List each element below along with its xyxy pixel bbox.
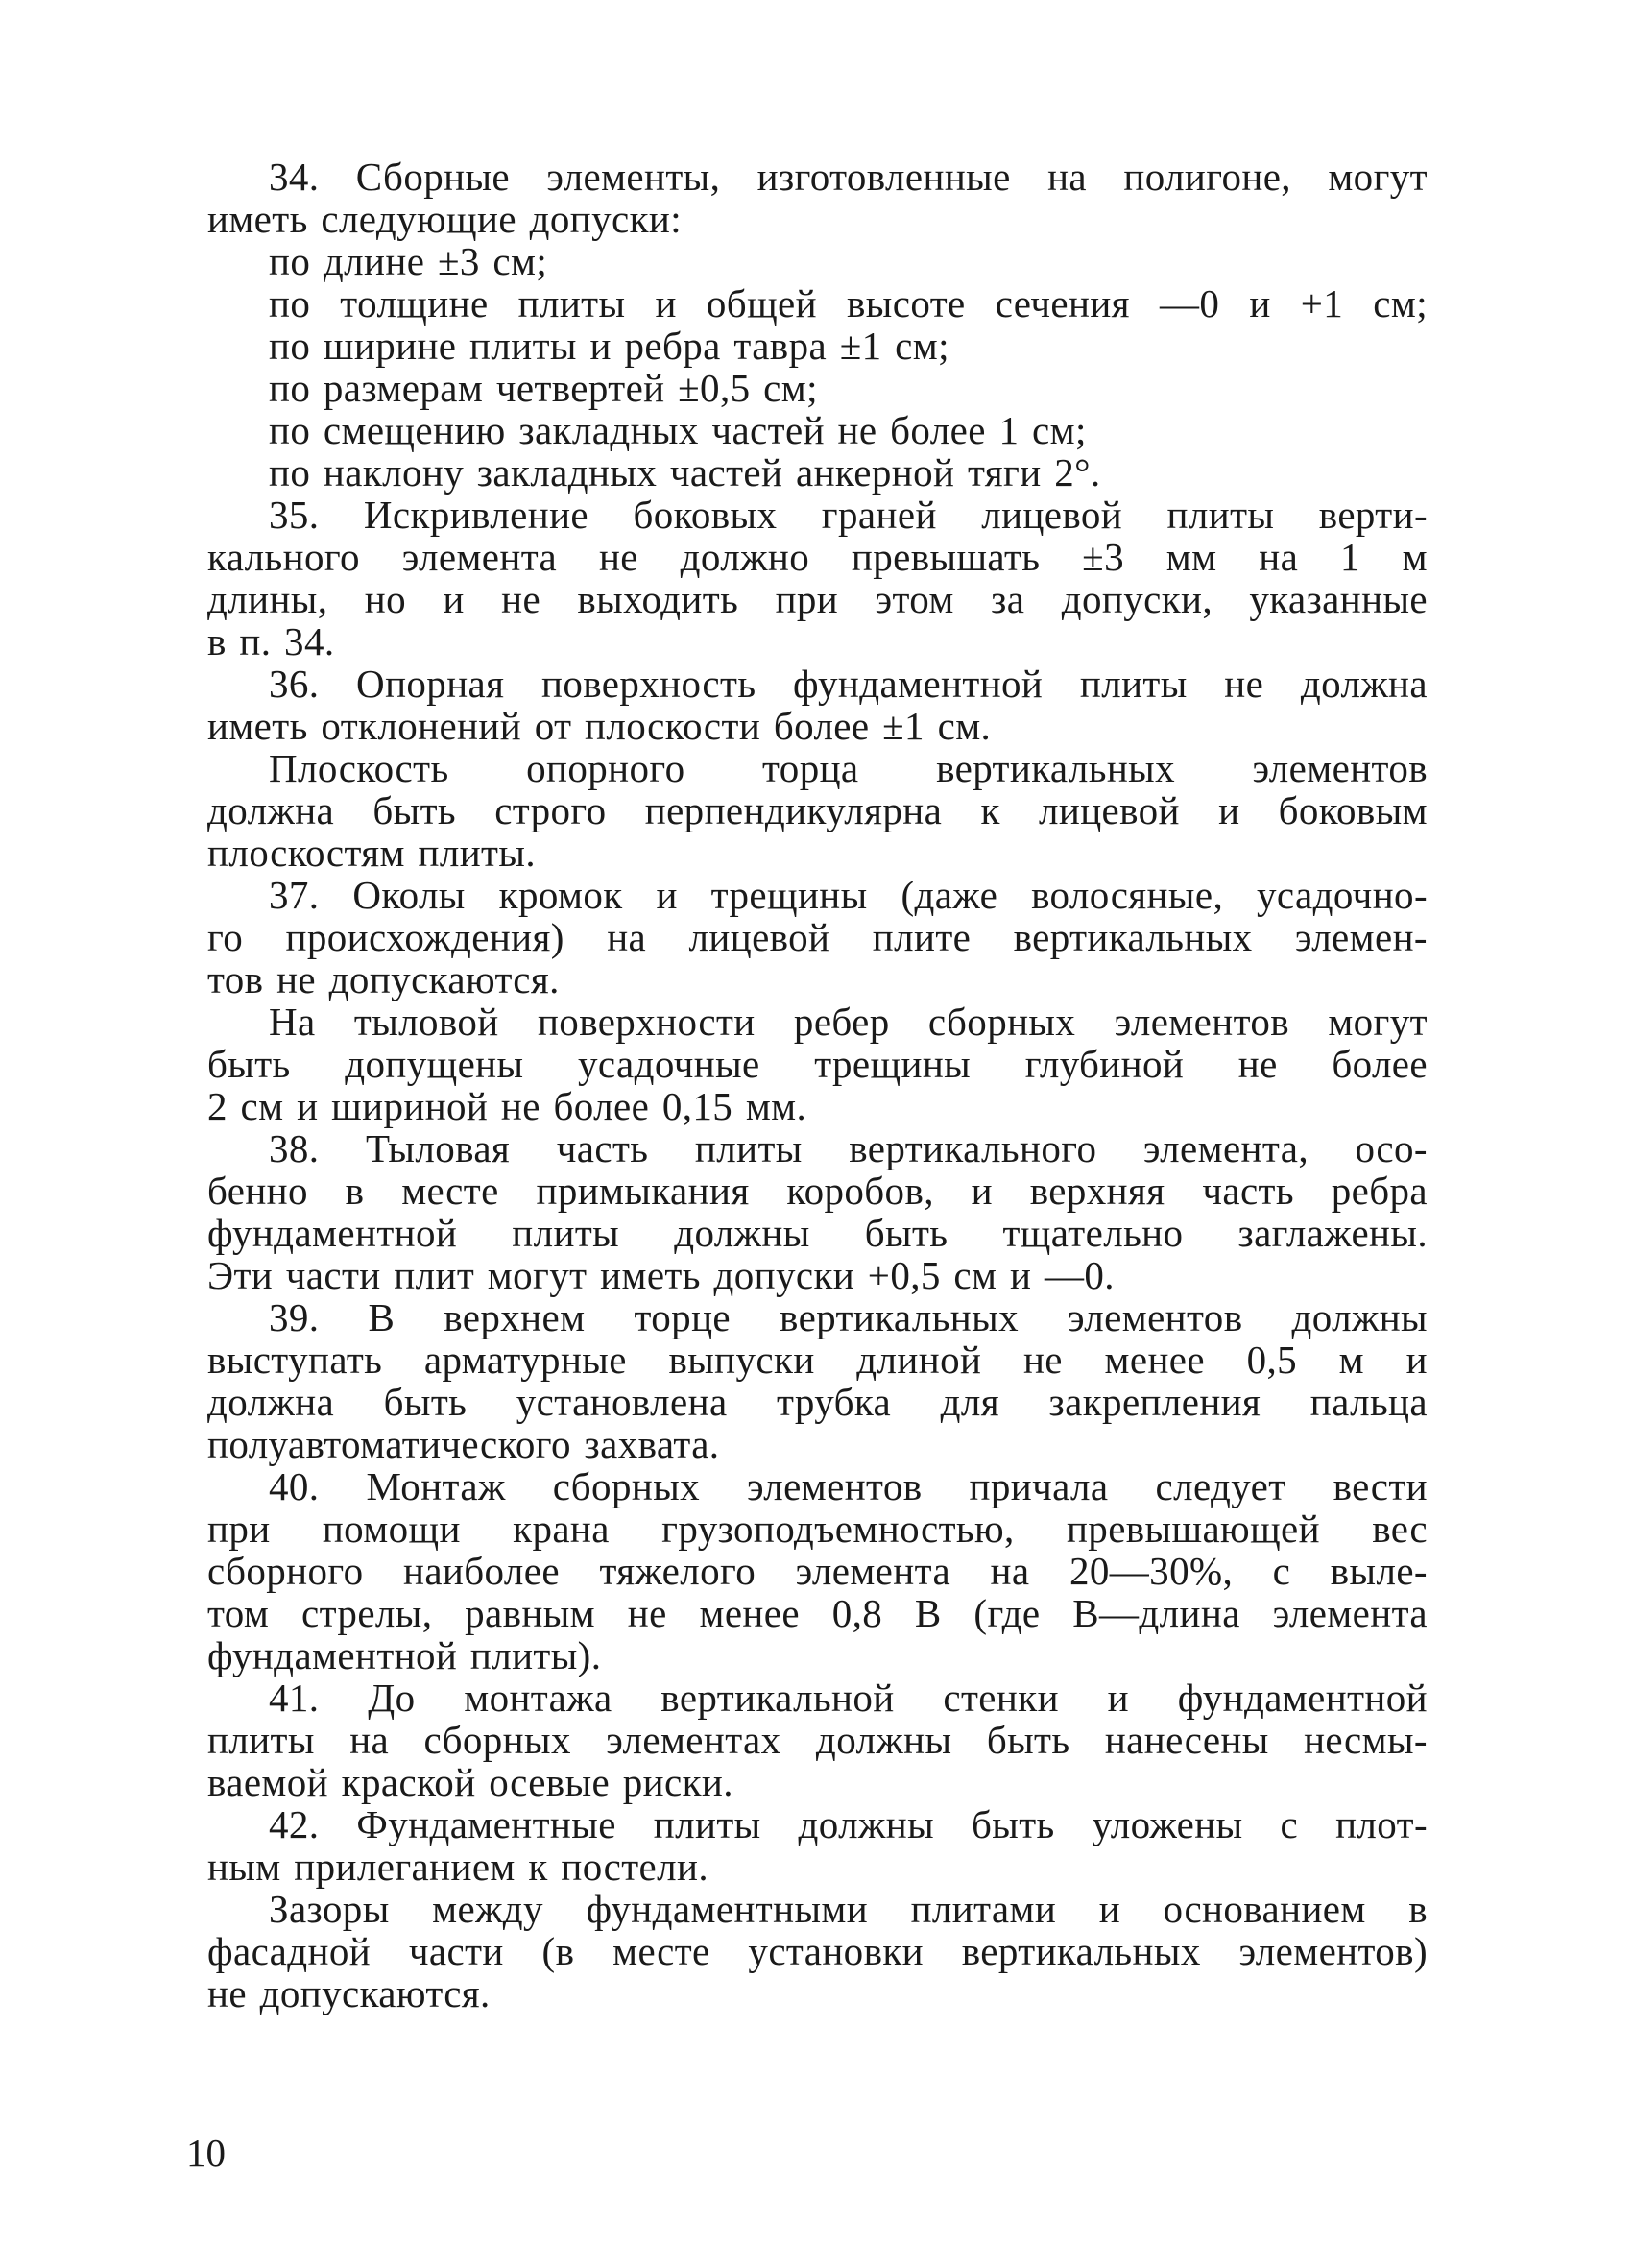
text-line: Зазоры между фундаментными плитами и основанием в [269,1887,1428,1931]
text-line: по длине ±3 см; [269,239,548,283]
text-line: сборного наиболее тяжелого элемента на 20—30%, с выле- [207,1549,1428,1593]
text-line: фундаментной плиты). [207,1633,602,1677]
text-line: в п. 34. [207,619,335,664]
text-line: 35. Искривление боковых граней лицевой плиты верти- [269,493,1428,537]
text-line: по наклону закладных частей анкерной тяги 2°. [269,450,1101,495]
text-line: фундаментной плиты должны быть тщательно заглажены. [207,1211,1428,1255]
text-line: по размерам четвертей ±0,5 см; [269,366,818,410]
text-line: бенно в месте примыкания коробов, и верхняя часть ребра [207,1169,1428,1213]
text-line: должна быть строго перпендикулярна к лицевой и боковым [207,788,1428,832]
page-number: 10 [186,2131,226,2175]
text-line: плоскостям плиты. [207,831,536,875]
text-line: фасадной части (в месте установки вертикальных элементов) [207,1929,1428,1973]
text-line: Плоскость опорного торца вертикальных элементов [269,746,1428,790]
text-line: 40. Монтаж сборных элементов причала следует вести [269,1464,1428,1508]
text-line: 34. Сборные элементы, изготовленные на полигоне, могут [269,155,1428,199]
text-line: Эти части плит могут иметь допуски +0,5 см и —0. [207,1253,1115,1297]
text-line: го происхождения) на лицевой плите вертикальных элемен- [207,915,1428,959]
text-line: 38. Тыловая часть плиты вертикального элемента, осо- [269,1126,1428,1170]
text-line: по смещению закладных частей не более 1 см; [269,408,1087,452]
text-line: быть допущены усадочные трещины глубиной не более [207,1042,1428,1086]
text-line: 2 см и шириной не более 0,15 мм. [207,1084,807,1128]
text-line: выступать арматурные выпуски длиной не менее 0,5 м и [207,1338,1428,1382]
text-line: тов не допускаются. [207,957,560,1001]
text-line: не допускаются. [207,1971,491,2015]
text-line: 37. Околы кромок и трещины (даже волосяные, усадочно- [269,873,1428,917]
text-line: На тыловой поверхности ребер сборных элементов могут [269,1000,1428,1044]
text-line: ным прилеганием к постели. [207,1845,709,1889]
text-line: по толщине плиты и общей высоте сечения —0 и +1 см; [269,281,1428,326]
text-line: 42. Фундаментные плиты должны быть уложены с плот- [269,1802,1428,1846]
text-line: иметь отклонений от плоскости более ±1 см. [207,704,992,748]
text-line: 39. В верхнем торце вертикальных элементов должны [269,1295,1428,1339]
text-line: длины, но и не выходить при этом за допуски, указанные [207,577,1428,621]
text-line: полуавтоматического захвата. [207,1422,720,1466]
text-line: по ширине плиты и ребра тавра ±1 см; [269,324,949,368]
text-line: кального элемента не должно превышать ±3 мм на 1 м [207,535,1428,579]
page-body [207,156,1428,2015]
text-line: том стрелы, равным не менее 0,8 В (где В—длина элемента [207,1591,1428,1635]
text-line: иметь следующие допуски: [207,197,683,241]
text-line: 41. До монтажа вертикальной стенки и фундаментной [269,1676,1428,1720]
text-line: ваемой краской осевые риски. [207,1760,733,1804]
text-line: должна быть установлена трубка для закрепления пальца [207,1380,1428,1424]
text-line: плиты на сборных элементах должны быть нанесены несмы- [207,1718,1428,1762]
text-line: 36. Опорная поверхность фундаментной плиты не должна [269,662,1428,706]
text-line: при помощи крана грузоподъемностью, превышающей вес [207,1507,1428,1551]
